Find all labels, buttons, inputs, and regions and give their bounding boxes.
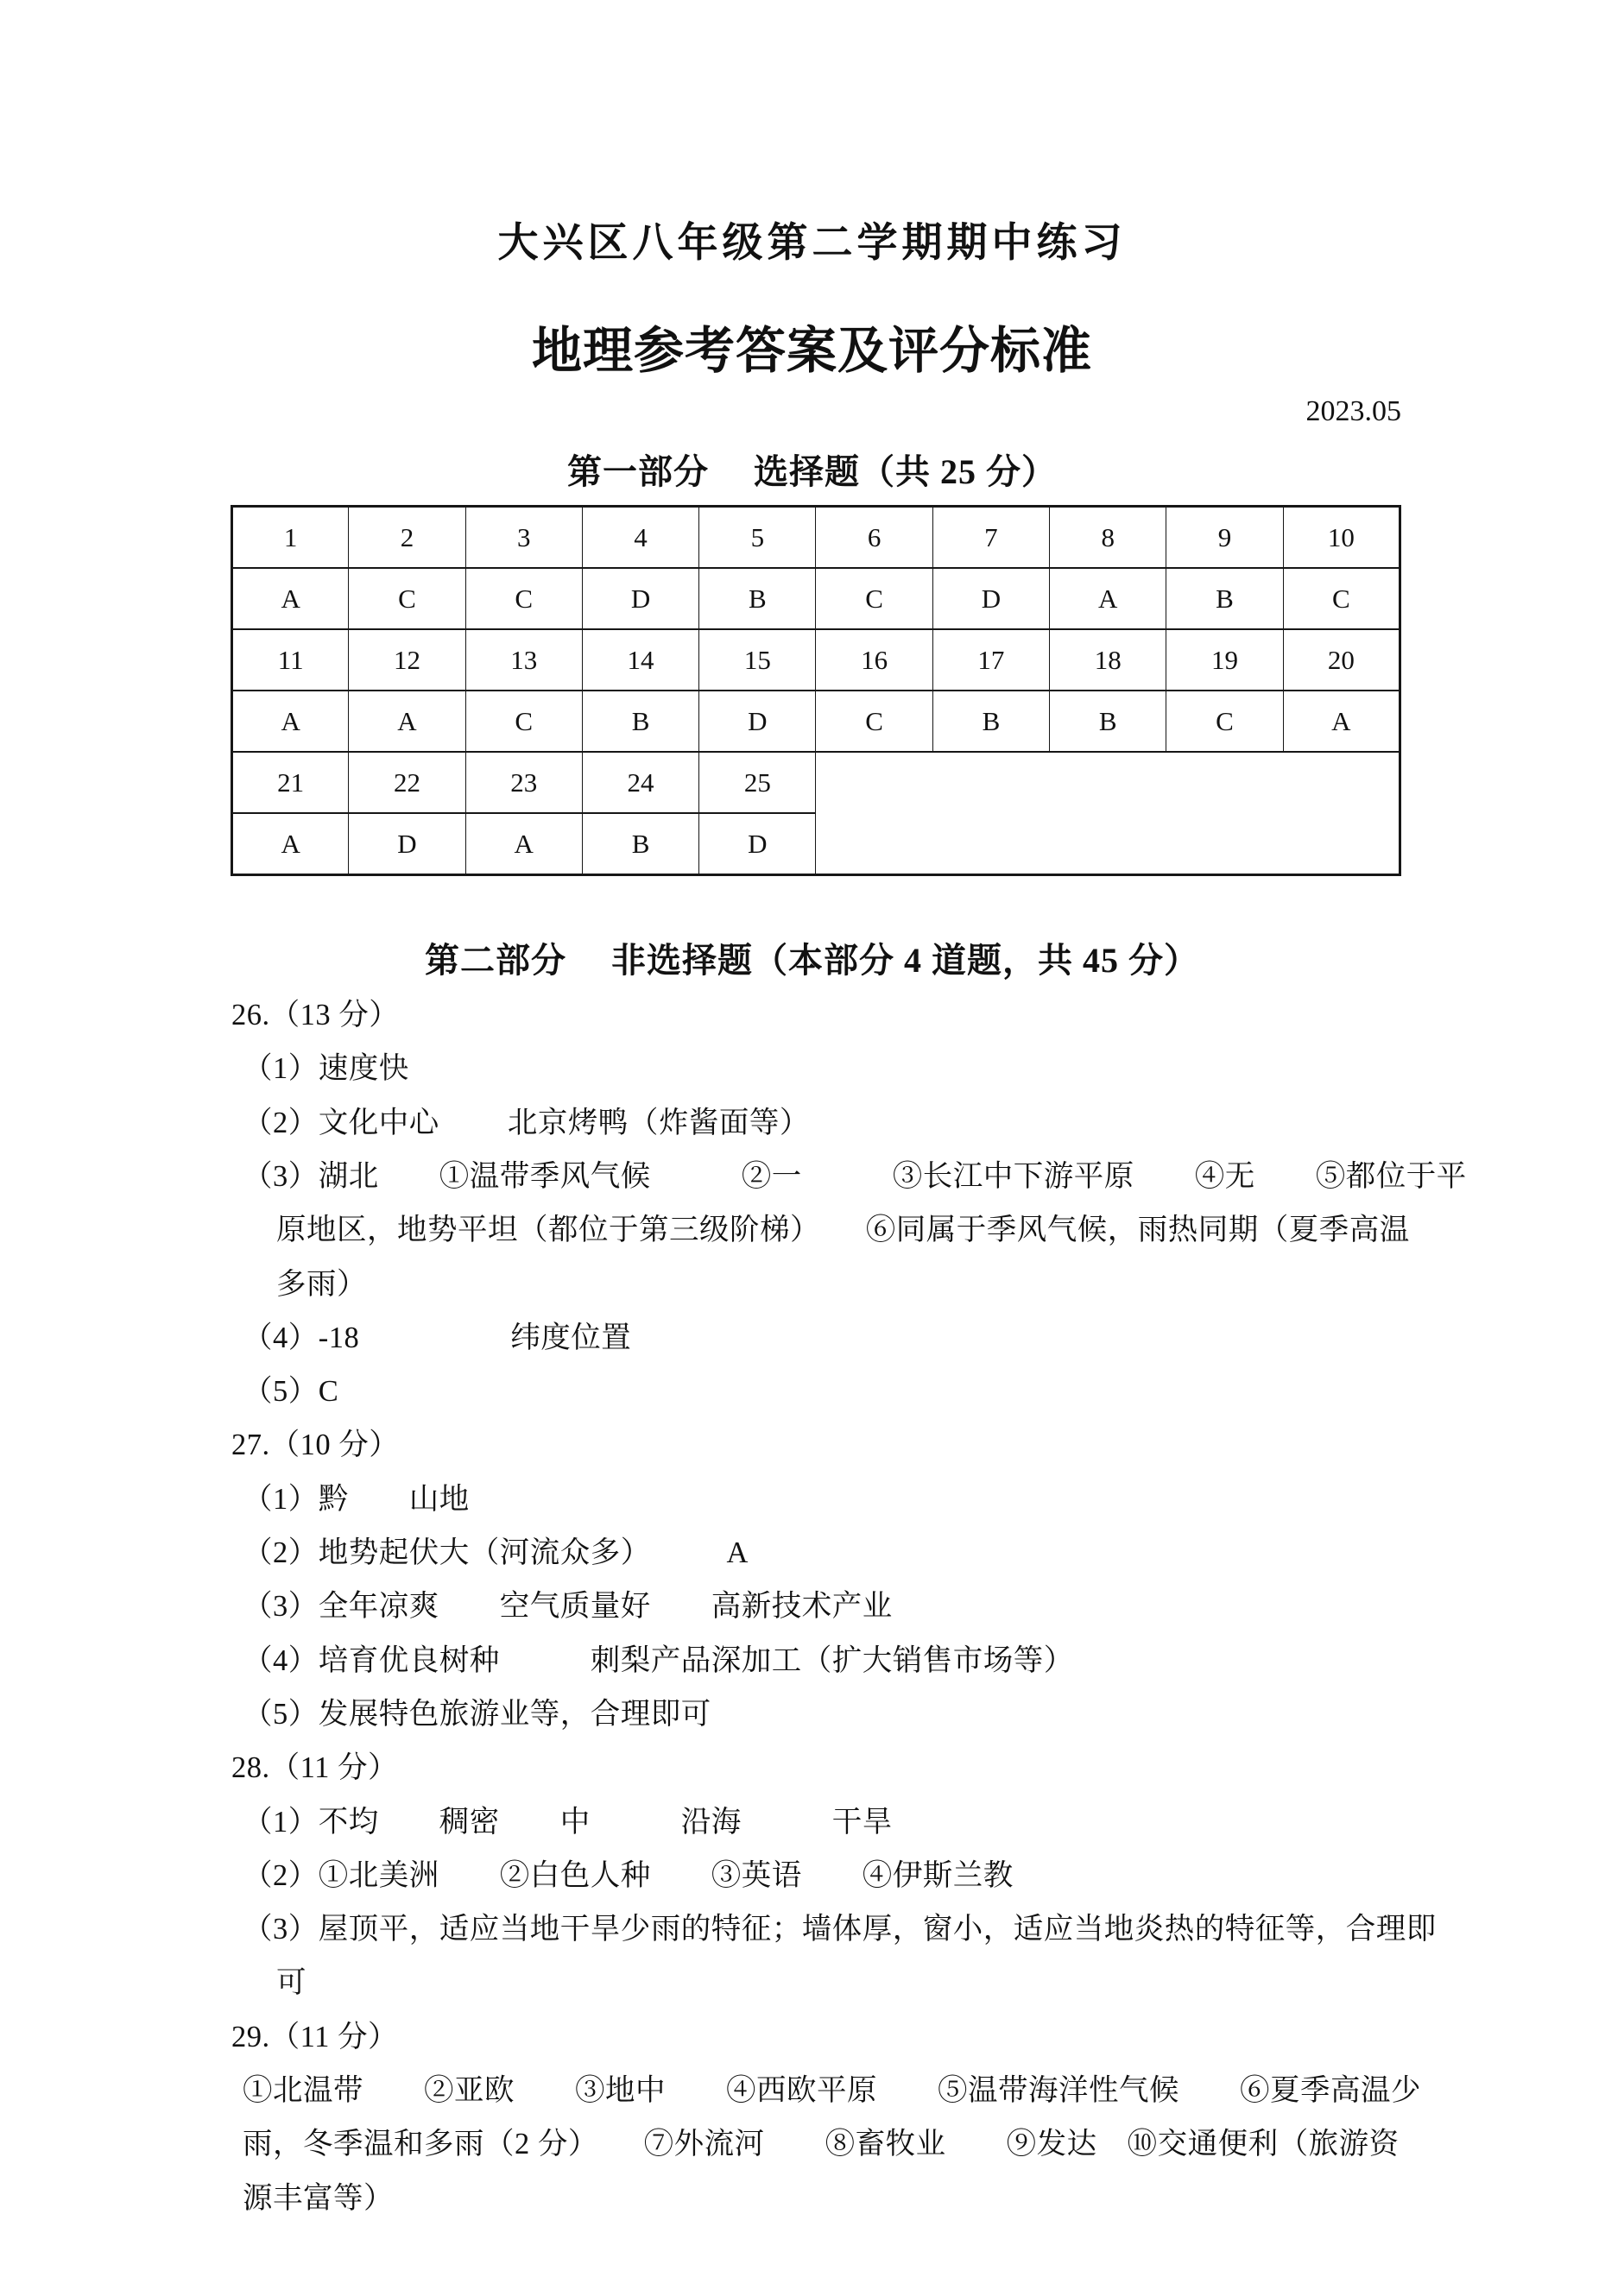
question-number-cell: 16 [816, 629, 932, 691]
question-number-cell: 23 [465, 752, 582, 813]
answer-cell: A [232, 691, 349, 752]
answer-row [232, 568, 1400, 629]
part1-heading: 第一部分 选择题（共 25 分） [567, 452, 1057, 492]
question-number-cell: 17 [932, 629, 1049, 691]
answer-line: （4）-18 纬度位置 [243, 1321, 632, 1354]
question-number-cell: 19 [1166, 629, 1283, 691]
answer-cell: C [349, 568, 465, 629]
answer-line: （1）黔 山地 [243, 1482, 470, 1516]
question-number-cell: 9 [1166, 507, 1283, 569]
question-number-cell: 8 [1050, 507, 1166, 569]
doc-date: 2023.05 [1305, 395, 1401, 428]
answer-line: （3）全年凉爽 空气质量好 高新技术产业 [243, 1590, 893, 1624]
answers-section [0, 988, 1624, 2225]
answer-cell: D [699, 691, 816, 752]
answer-cell: C [816, 691, 932, 752]
answer-cell: A [349, 691, 465, 752]
question-heading: 29.（11 分） [231, 2020, 398, 2053]
question-number-cell: 15 [699, 629, 816, 691]
question-number-cell: 5 [699, 507, 816, 569]
answer-line: 可 [276, 1966, 306, 2000]
answer-line: 源丰富等） [243, 2181, 394, 2215]
question-number-cell: 4 [582, 507, 698, 569]
doc-subtitle: 地理参考答案及评分标准 [531, 323, 1092, 380]
answer-line: （1）不均 稠密 中 沿海 干旱 [243, 1805, 893, 1839]
question-heading: 28.（11 分） [231, 1751, 398, 1785]
answer-cell: A [1050, 568, 1166, 629]
answer-cell: D [349, 813, 465, 875]
choice-answer-table [231, 505, 1401, 876]
answer-cell: A [232, 813, 349, 875]
answer-cell: B [582, 813, 698, 875]
answer-cell: C [816, 568, 932, 629]
question-number-cell: 2 [349, 507, 465, 569]
question-number-cell: 20 [1283, 629, 1400, 691]
part2-heading: 第二部分 非选择题（本部分 4 道题，共 45 分） [425, 941, 1199, 981]
answer-cell: C [465, 691, 582, 752]
answer-cell: B [1166, 568, 1283, 629]
answer-line: （1）速度快 [243, 1052, 409, 1086]
question-number-cell: 21 [232, 752, 349, 813]
question-number-row [232, 629, 1400, 691]
question-number-cell: 24 [582, 752, 698, 813]
answer-cell: B [699, 568, 816, 629]
answer-line: 原地区，地势平坦（都位于第三级阶梯） ⑥同属于季风气候，雨热同期（夏季高温 [276, 1214, 1410, 1247]
answer-line: 多雨） [276, 1267, 367, 1301]
answer-line: （3）湖北 ①温带季风气候 ②一 ③长江中下游平原 ④无 ⑤都位于平 [243, 1159, 1467, 1193]
answer-cell: D [932, 568, 1049, 629]
question-number-cell: 3 [465, 507, 582, 569]
answer-cell: A [465, 813, 582, 875]
answer-cell: D [582, 568, 698, 629]
answer-line: 雨，冬季温和多雨（2 分） ⑦外流河 ⑧畜牧业 ⑨发达 ⑩交通便利（旅游资 [243, 2128, 1400, 2161]
doc-title: 大兴区八年级第二学期期中练习 [497, 221, 1127, 266]
choice-answer-table-body [232, 507, 1400, 875]
question-number-row [232, 752, 1400, 813]
answer-cell: B [582, 691, 698, 752]
question-number-cell: 22 [349, 752, 465, 813]
answer-cell: D [699, 813, 816, 875]
answer-line: ①北温带 ②亚欧 ③地中 ④西欧平原 ⑤温带海洋性气候 ⑥夏季高温少 [243, 2074, 1421, 2108]
answer-row [232, 691, 1400, 752]
answer-cell: C [465, 568, 582, 629]
question-number-cell: 25 [699, 752, 816, 813]
question-heading: 27.（10 分） [231, 1429, 400, 1462]
answer-line: （5）发展特色旅游业等，合理即可 [243, 1697, 711, 1731]
answer-cell: A [1283, 691, 1400, 752]
question-number-cell: 10 [1283, 507, 1400, 569]
answer-cell: B [932, 691, 1049, 752]
question-number-cell: 6 [816, 507, 932, 569]
question-number-row [232, 507, 1400, 569]
question-number-cell: 1 [232, 507, 349, 569]
question-heading: 26.（13 分） [231, 999, 400, 1032]
question-number-cell: 18 [1050, 629, 1166, 691]
answer-line: （2）地势起伏大（河流众多） A [243, 1536, 749, 1570]
question-number-cell: 7 [932, 507, 1049, 569]
answer-line: （2）①北美洲 ②白色人种 ③英语 ④伊斯兰教 [243, 1858, 1014, 1892]
answer-cell: A [232, 568, 349, 629]
answer-cell: C [1283, 568, 1400, 629]
answer-cell: C [1166, 691, 1283, 752]
question-number-cell: 12 [349, 629, 465, 691]
answer-cell: B [1050, 691, 1166, 752]
answer-line: （2）文化中心 北京烤鸭（炸酱面等） [243, 1106, 810, 1139]
question-number-cell: 13 [465, 629, 582, 691]
question-number-cell: 11 [232, 629, 349, 691]
answer-line: （3）屋顶平，适应当地干旱少雨的特征；墙体厚，窗小，适应当地炎热的特征等，合理即 [243, 1913, 1437, 1946]
answer-line: （4）培育优良树种 刺梨产品深加工（扩大销售市场等） [243, 1643, 1074, 1677]
answer-line: （5）C [243, 1375, 339, 1409]
question-number-cell: 14 [582, 629, 698, 691]
empty-merged-cell [816, 752, 1400, 875]
